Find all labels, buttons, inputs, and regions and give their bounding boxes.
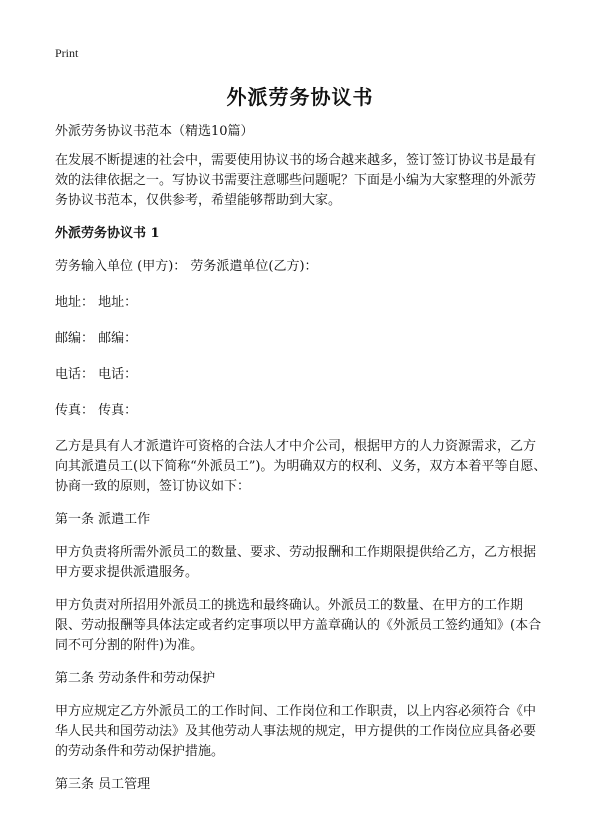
preamble-paragraph: 乙方是具有人才派遣许可资格的合法人才中介公司，根据甲方的人力资源需求，乙方向其派遣员工(以下简称“外派员工”)。为明确双方的权利、义务，双方本着平等自愿、协商一致的原则，签订协议如下：: [55, 439, 547, 494]
article-1-heading: 第一条 派遣工作: [55, 512, 151, 527]
postcode-line: 邮编： 邮编：: [55, 331, 138, 346]
fax-line: 传真： 传真：: [55, 403, 138, 418]
article-1-paragraph-2: 甲方负责对所招用外派员工的挑选和最终确认。外派员工的数量、在甲方的工作期限、劳动报酬等具体法定或者约定事项以甲方盖章确认的《外派员工签约通知》(本合同不可分割的附件)为准。: [55, 598, 542, 653]
agreement-heading: 外派劳务协议书 1: [55, 226, 160, 241]
parties-line: 劳务输入单位 (甲方)： 劳务派遣单位(乙方)：: [55, 259, 318, 274]
address-line: 地址： 地址：: [55, 295, 138, 310]
intro-paragraph: 在发展不断提速的社会中，需要使用协议书的场合越来越多，签订签订协议书是最有效的法律依据之一。写协议书需要注意哪些问题呢？下面是小编为大家整理的外派劳务协议书范本，仅供参考，希望能够帮助到大家。: [55, 153, 537, 208]
article-2-heading: 第二条 劳动条件和劳动保护: [55, 671, 216, 686]
subtitle-paragraph: 外派劳务协议书范本（精选10篇）: [55, 124, 254, 139]
print-link[interactable]: Print: [55, 46, 79, 60]
article-3-heading: 第三条 员工管理: [55, 777, 151, 792]
document-body: [55, 122, 547, 808]
article-1-paragraph-1: 甲方负责将所需外派员工的数量、要求、劳动报酬和工作期限提供给乙方，乙方根据甲方要求提供派遣服务。: [55, 545, 537, 580]
article-2-paragraph-1: 甲方应规定乙方外派员工的工作时间、工作岗位和工作职责，以上内容必须符合《中华人民共和国劳动法》及其他劳动人事法规的规定，甲方提供的工作岗位应具备必要的劳动条件和劳动保护措施。: [55, 704, 537, 759]
document-title: 外派劳务协议书: [226, 85, 374, 109]
phone-line: 电话： 电话：: [55, 367, 138, 382]
